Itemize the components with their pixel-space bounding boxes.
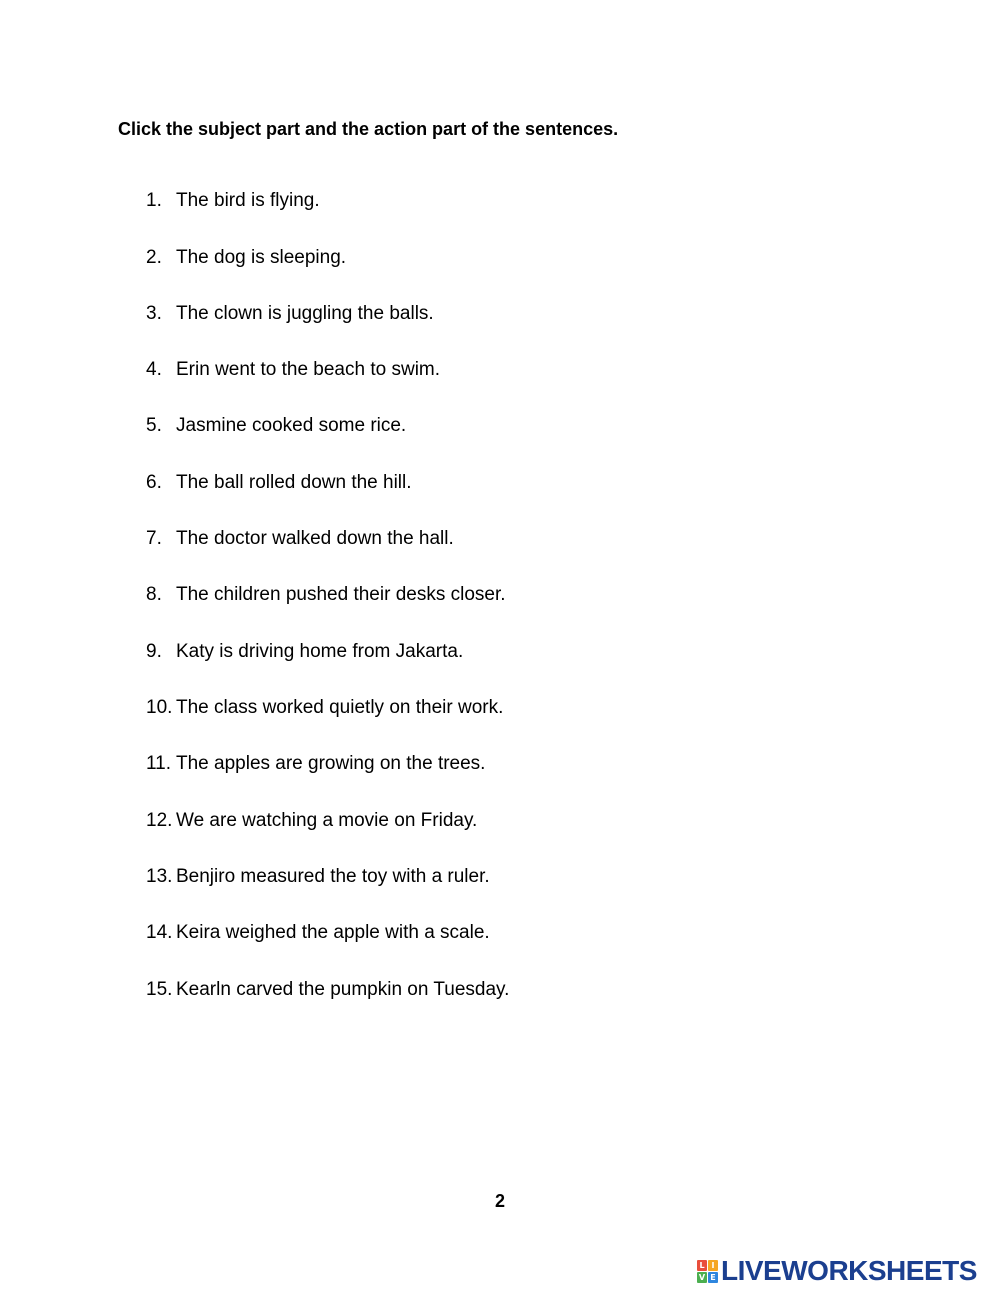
sentence-number: 15. [146,979,173,1000]
sentence-number: 3. [146,303,162,324]
sentence-item-5 [146,414,406,438]
logo-mark-tile: E [708,1272,718,1283]
logo-text: LIVEWORKSHEETS [721,1255,977,1286]
sentence-number: 12. [146,810,173,831]
sentence-item-14 [146,921,490,945]
sentence-text[interactable]: The ball rolled down the hill. [176,472,412,493]
sentence-number: 2. [146,247,162,268]
sentence-text[interactable]: The apples are growing on the trees. [176,753,486,774]
logo-mark-tile: V [698,1272,706,1282]
sentence-item-1 [146,189,320,213]
sentence-number: 8. [146,584,162,605]
page-number: 2 [494,1191,505,1211]
sentence-item-13 [146,865,490,889]
sentence-text[interactable]: The bird is flying. [176,190,320,211]
sentence-item-12 [146,809,477,833]
sentence-text[interactable]: The doctor walked down the hall. [176,528,454,549]
sentence-item-15 [146,978,509,1002]
sentence-item-6 [146,471,412,495]
logo-mark-tile: I [708,1260,718,1271]
instruction-heading: Click the subject part and the action part of the sentences. [118,119,619,139]
sentence-number: 13. [146,866,173,887]
sentence-text[interactable]: The dog is sleeping. [176,247,347,268]
sentence-number: 10. [146,697,173,718]
sentence-text[interactable]: The children pushed their desks closer. [176,584,506,605]
sentence-number: 4. [146,359,162,380]
sentence-item-9 [146,640,463,664]
sentence-item-8 [146,583,506,607]
logo-mark-icon [697,1260,718,1283]
sentence-text[interactable]: The class worked quietly on their work. [176,697,504,718]
sentence-text[interactable]: Katy is driving home from Jakarta. [176,641,464,662]
sentence-number: 11. [146,753,172,774]
sentence-item-2 [146,246,346,270]
sentence-number: 9. [146,641,162,662]
sentence-number: 1. [146,190,162,211]
sentence-item-11 [146,752,485,776]
sentence-item-10 [146,696,503,720]
sentence-text[interactable]: We are watching a movie on Friday. [176,810,478,831]
sentence-text[interactable]: Benjiro measured the toy with a ruler. [176,866,490,887]
sentence-text[interactable]: Erin went to the beach to swim. [176,359,441,380]
sentence-number: 6. [146,472,162,493]
sentence-item-4 [146,358,440,382]
sentence-item-7 [146,527,454,551]
logo-mark-tile: L [697,1260,707,1271]
sentence-number: 14. [146,922,173,943]
liveworksheets-logo [697,1253,977,1289]
sentence-number: 5. [146,415,162,436]
sentence-text[interactable]: The clown is juggling the balls. [176,303,434,324]
sentence-item-3 [146,302,434,326]
sentence-text[interactable]: Jasmine cooked some rice. [176,415,407,436]
sentence-number: 7. [146,528,162,549]
sentence-text[interactable]: Keira weighed the apple with a scale. [176,922,490,943]
sentence-text[interactable]: Kearln carved the pumpkin on Tuesday. [176,979,510,1000]
